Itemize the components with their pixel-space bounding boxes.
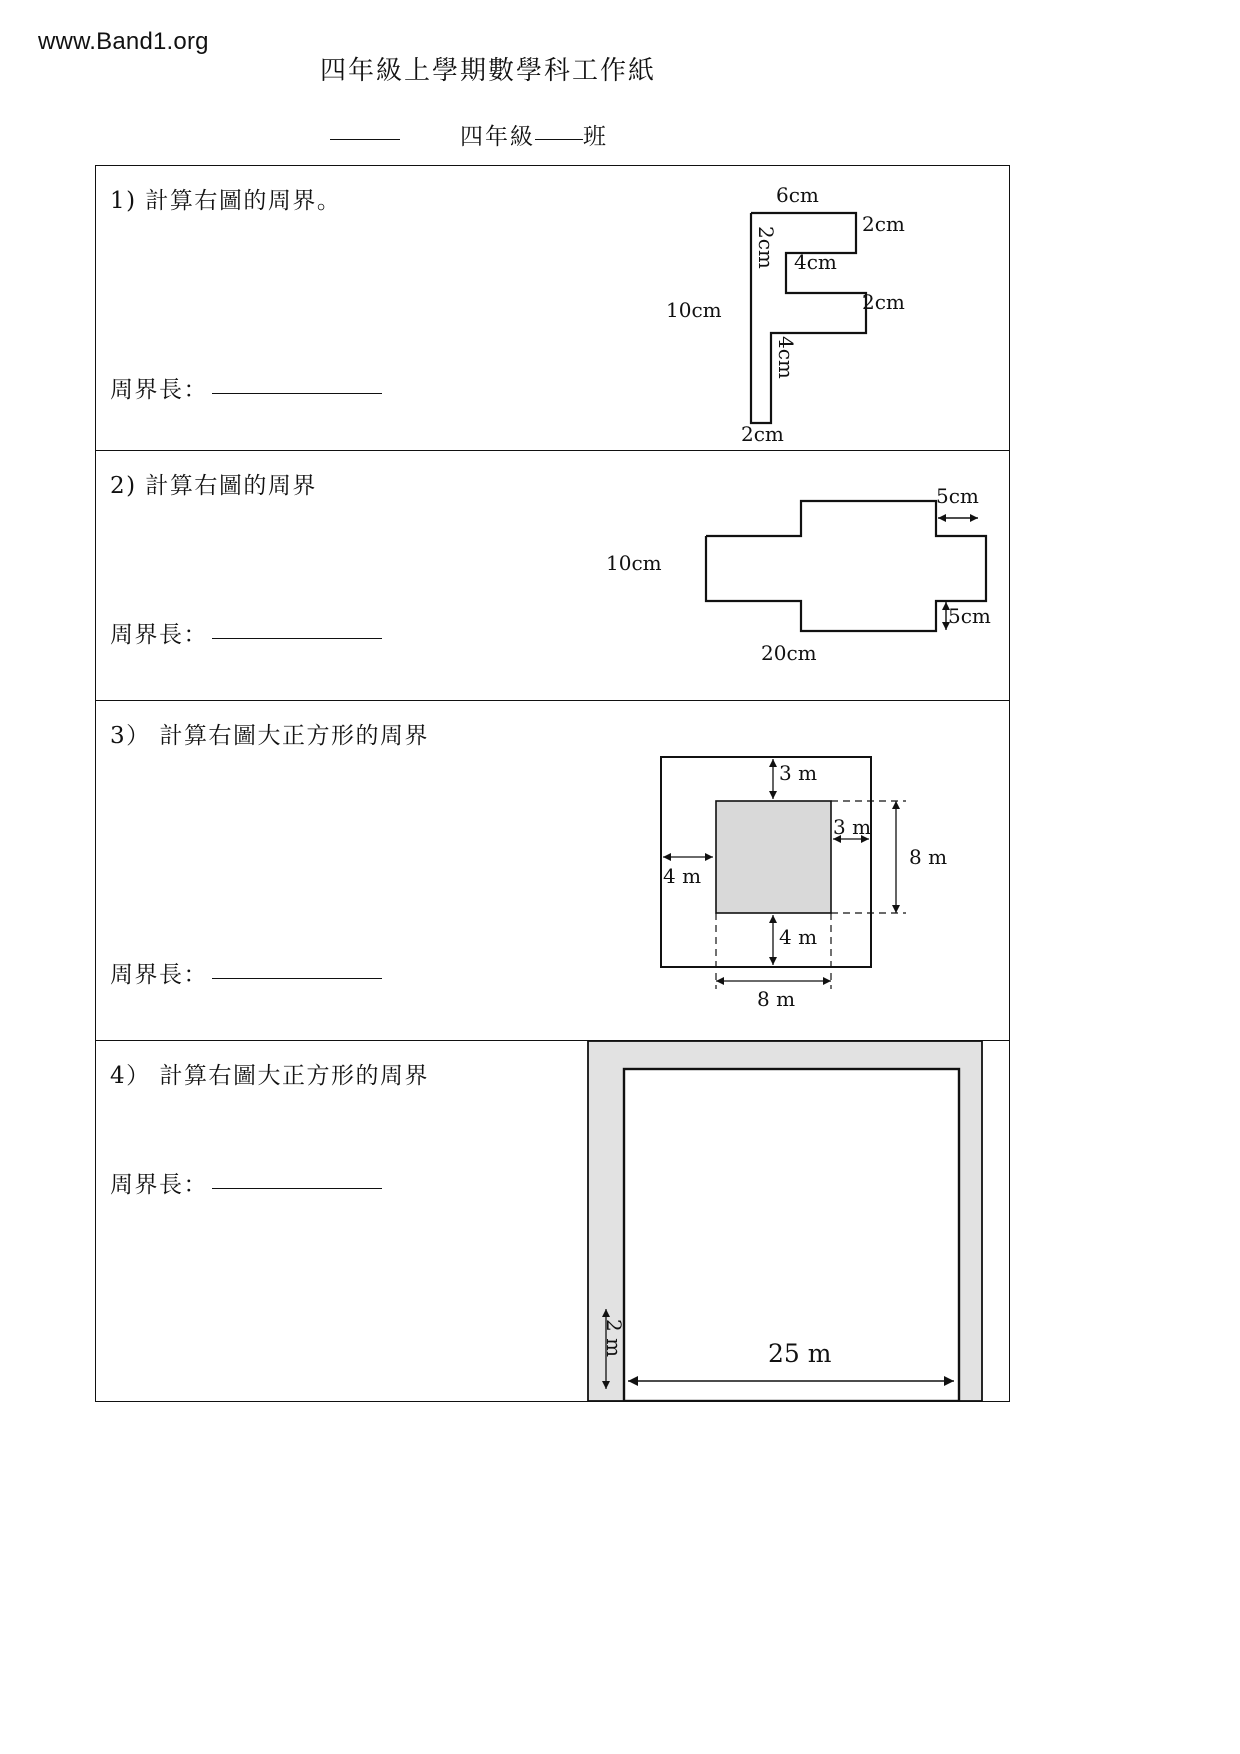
answer-blank-1[interactable] — [212, 393, 382, 394]
class-line — [330, 118, 608, 151]
question-4-text: 4） 計算右圖大正方形的周界 — [110, 1063, 429, 1089]
figure-2-label-5cm-top: 5cm — [936, 484, 979, 508]
site-watermark: www.Band1.org — [38, 28, 209, 55]
figure-q1 — [666, 178, 996, 446]
answer-blank-2[interactable] — [212, 638, 382, 639]
answer-label-4: 周界長： — [110, 1172, 208, 1198]
figure-4-label-25m: 25 m — [768, 1339, 832, 1368]
figure-3-label-8m-bottom: 8 m — [757, 987, 796, 1011]
questions-table — [95, 165, 1010, 1402]
question-2-text: 2) 計算右圖的周界 — [110, 473, 317, 499]
answer-line-3 — [110, 956, 382, 989]
figure-1-label-4cm: 4cm — [794, 250, 837, 274]
figure-1-label-2cm-top: 2cm — [862, 212, 905, 236]
answer-label-3: 周界長： — [110, 962, 208, 988]
figure-3-label-3m-right: 3 m — [833, 815, 872, 839]
answer-blank-3[interactable] — [212, 978, 382, 979]
figure-q4 — [588, 1041, 1009, 1401]
figure-3-label-8m-right: 8 m — [909, 845, 948, 869]
answer-line-1 — [110, 371, 382, 404]
figure-1-label-2cm-vert: 2cm — [754, 226, 778, 269]
figure-1-label-2cm-mid: 2cm — [862, 290, 905, 314]
figure-q2 — [586, 476, 991, 691]
answer-label-1: 周界長： — [110, 377, 208, 403]
class-blank[interactable] — [535, 139, 583, 140]
grade-label: 四年級 — [460, 124, 535, 150]
figure-2-label-20cm: 20cm — [761, 641, 817, 665]
figure-4-label-2m: 2 m — [602, 1319, 626, 1358]
answer-line-2 — [110, 616, 382, 649]
figure-2-label-5cm-bottom: 5cm — [948, 604, 991, 628]
table-row-q3 — [96, 701, 1009, 1041]
figure-1-label-4cm-vert: 4cm — [774, 336, 798, 379]
figure-3-label-4m-bottom: 4 m — [779, 925, 818, 949]
figure-2-label-10cm: 10cm — [606, 551, 662, 575]
figure-q3 — [561, 739, 991, 1029]
figure-1-label-6cm: 6cm — [776, 183, 819, 207]
question-3-text: 3） 計算右圖大正方形的周界 — [110, 723, 429, 749]
question-1-text: 1) 計算右圖的周界。 — [110, 188, 342, 214]
figure-1-label-2cm-bottom: 2cm — [741, 422, 784, 446]
figure-1-label-10cm: 10cm — [666, 298, 722, 322]
answer-blank-4[interactable] — [212, 1188, 382, 1189]
table-row-q1 — [96, 166, 1009, 451]
answer-label-2: 周界長： — [110, 622, 208, 648]
class-suffix-label: 班 — [583, 124, 608, 150]
page-title: 四年級上學期數學科工作紙 — [320, 56, 657, 86]
figure-3-label-3m-top: 3 m — [779, 761, 818, 785]
table-row-q2 — [96, 451, 1009, 701]
name-blank[interactable] — [330, 139, 400, 140]
table-row-q4 — [96, 1041, 1009, 1401]
answer-line-4 — [110, 1166, 382, 1199]
figure-3-label-4m-left: 4 m — [663, 864, 702, 888]
